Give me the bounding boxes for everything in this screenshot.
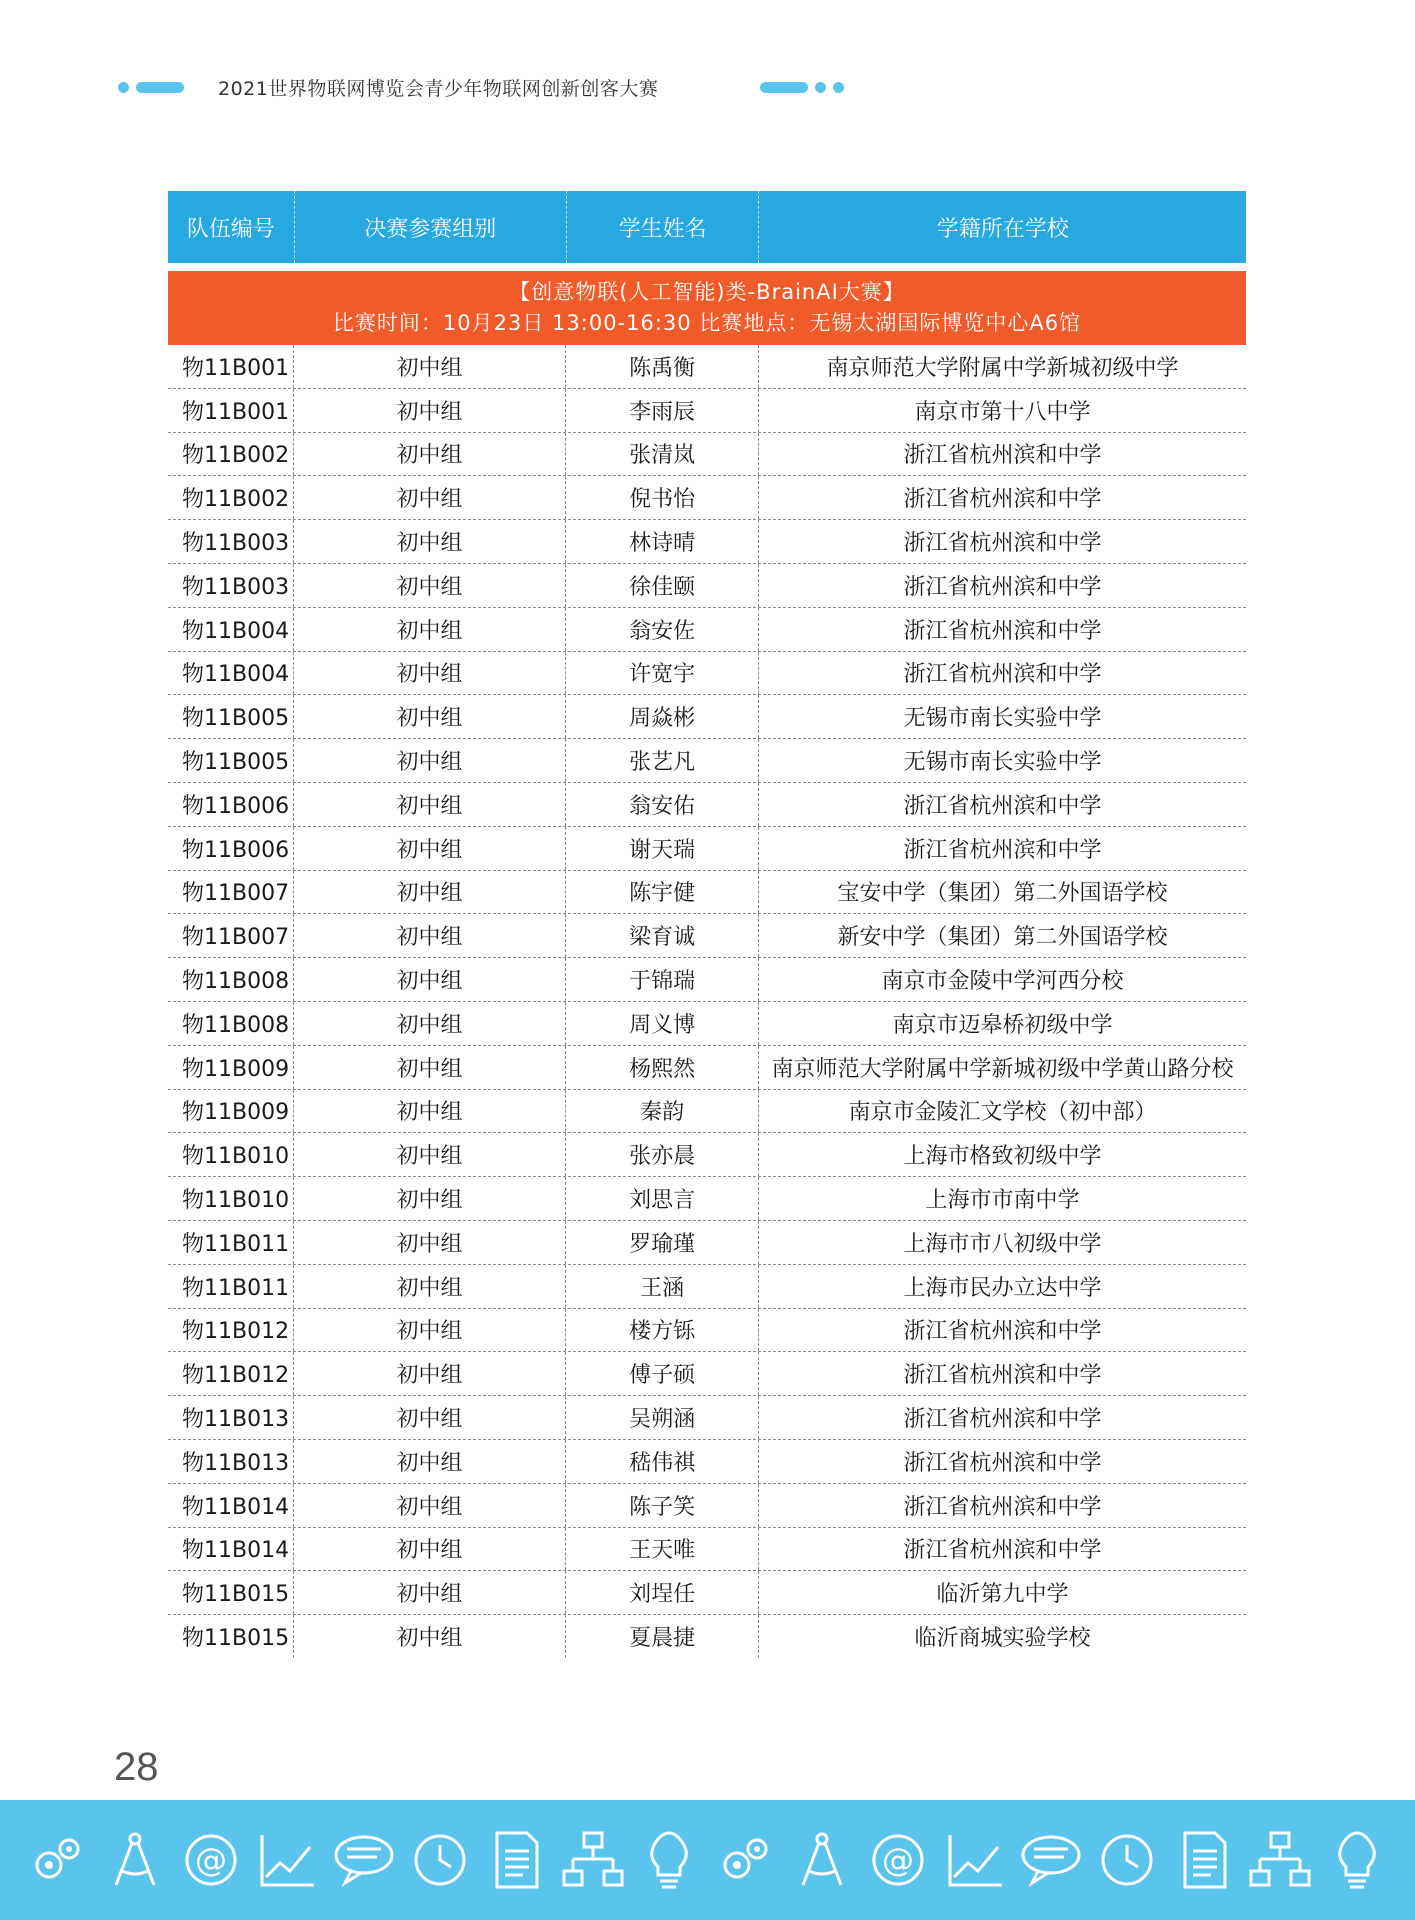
team-id-cell: 物11B005 xyxy=(168,739,294,782)
speech-bubble-icon xyxy=(1018,1827,1084,1893)
table-row xyxy=(168,476,1246,520)
student-name-cell: 刘思言 xyxy=(566,1177,759,1220)
school-cell: 上海市民办立达中学 xyxy=(903,1275,1102,1301)
team-id-cell: 物11B006 xyxy=(168,783,294,826)
table-row xyxy=(168,1002,1246,1046)
table-row xyxy=(168,1528,1246,1572)
school-cell: 新安中学（集团）第二外国语学校 xyxy=(837,925,1168,951)
student-name-cell: 夏晨捷 xyxy=(566,1615,759,1658)
student-name-cell: 于锦瑞 xyxy=(566,958,759,1001)
school-cell: 浙江省杭州滨和中学 xyxy=(903,1538,1102,1564)
student-name-cell: 翁安佐 xyxy=(566,608,759,651)
group-cell: 初中组 xyxy=(294,827,566,870)
group-cell: 初中组 xyxy=(294,871,566,914)
group-cell: 初中组 xyxy=(294,1615,566,1658)
group-cell: 初中组 xyxy=(294,1571,566,1614)
at-sign-icon xyxy=(865,1827,931,1893)
group-cell: 初中组 xyxy=(294,914,566,957)
table-row xyxy=(168,1352,1246,1396)
school-cell: 南京市金陵汇文学校（初中部） xyxy=(848,1100,1157,1126)
student-name-cell: 张亦晨 xyxy=(566,1133,759,1176)
team-id-cell: 物11B007 xyxy=(168,871,294,914)
school-cell: 浙江省杭州滨和中学 xyxy=(903,793,1102,819)
section-title: 【创意物联(人工智能)类-BrainAI大赛】 xyxy=(509,280,905,304)
school-cell: 上海市市八初级中学 xyxy=(903,1231,1102,1257)
team-id-cell: 物11B001 xyxy=(168,345,294,388)
student-name-cell: 倪书怡 xyxy=(566,476,759,519)
school-cell: 浙江省杭州滨和中学 xyxy=(903,662,1102,688)
group-cell: 初中组 xyxy=(294,1440,566,1483)
school-cell: 南京师范大学附属中学新城初级中学黄山路分校 xyxy=(771,1056,1234,1082)
line-chart-icon xyxy=(942,1827,1008,1893)
document-icon xyxy=(1171,1827,1237,1893)
team-id-cell: 物11B005 xyxy=(168,695,294,738)
group-cell: 初中组 xyxy=(294,1046,566,1089)
compass-icon xyxy=(789,1827,855,1893)
section-schedule: 比赛时间：10月23日 13:00-16:30 比赛地点：无锡太湖国际博览中心A6馆 xyxy=(332,311,1082,335)
team-id-cell: 物11B011 xyxy=(168,1265,294,1308)
table-row xyxy=(168,1484,1246,1528)
group-cell: 初中组 xyxy=(294,1352,566,1395)
school-cell: 上海市市南中学 xyxy=(925,1188,1080,1214)
school-cell: 浙江省杭州滨和中学 xyxy=(903,1319,1102,1345)
footer-icon-strip xyxy=(0,1800,1415,1920)
student-name-cell: 吴朔涵 xyxy=(566,1396,759,1439)
group-cell: 初中组 xyxy=(294,1396,566,1439)
flowchart-icon xyxy=(1247,1827,1313,1893)
team-id-cell: 物11B015 xyxy=(168,1615,294,1658)
school-cell: 浙江省杭州滨和中学 xyxy=(903,837,1102,863)
school-cell: 浙江省杭州滨和中学 xyxy=(903,618,1102,644)
group-cell: 初中组 xyxy=(294,958,566,1001)
student-name-cell: 刘埕任 xyxy=(566,1571,759,1614)
team-id-cell: 物11B002 xyxy=(168,476,294,519)
team-id-cell: 物11B012 xyxy=(168,1309,294,1352)
team-id-cell: 物11B004 xyxy=(168,608,294,651)
student-name-cell: 秦韵 xyxy=(566,1090,759,1133)
group-cell: 初中组 xyxy=(294,564,566,607)
section-banner xyxy=(168,271,1246,345)
team-id-cell: 物11B013 xyxy=(168,1396,294,1439)
team-id-cell: 物11B010 xyxy=(168,1133,294,1176)
team-id-cell: 物11B009 xyxy=(168,1046,294,1089)
team-id-cell: 物11B002 xyxy=(168,433,294,476)
table-row xyxy=(168,1396,1246,1440)
student-name-cell: 陈宇健 xyxy=(566,871,759,914)
student-name-cell: 张艺凡 xyxy=(566,739,759,782)
column-header-team-id: 队伍编号 xyxy=(168,191,295,263)
team-id-cell: 物11B011 xyxy=(168,1221,294,1264)
document-icon xyxy=(483,1827,549,1893)
header-decoration-right xyxy=(760,82,844,93)
student-name-cell: 谢天瑞 xyxy=(566,827,759,870)
team-id-cell: 物11B012 xyxy=(168,1352,294,1395)
student-name-cell: 王天唯 xyxy=(566,1528,759,1571)
team-id-cell: 物11B006 xyxy=(168,827,294,870)
group-cell: 初中组 xyxy=(294,433,566,476)
table-row xyxy=(168,1046,1246,1090)
group-cell: 初中组 xyxy=(294,783,566,826)
team-id-cell: 物11B009 xyxy=(168,1090,294,1133)
group-cell: 初中组 xyxy=(294,389,566,432)
school-cell: 临沂第九中学 xyxy=(936,1582,1069,1608)
school-cell: 浙江省杭州滨和中学 xyxy=(903,487,1102,513)
svg-text:@: @ xyxy=(194,1841,227,1879)
table-row xyxy=(168,1440,1246,1484)
column-header-student-name: 学生姓名 xyxy=(567,191,759,263)
page-header xyxy=(0,70,1415,104)
school-cell: 南京市第十八中学 xyxy=(914,399,1091,425)
team-id-cell: 物11B007 xyxy=(168,914,294,957)
student-name-cell: 楼方铄 xyxy=(566,1309,759,1352)
table-row xyxy=(168,783,1246,827)
group-cell: 初中组 xyxy=(294,1177,566,1220)
school-cell: 无锡市南长实验中学 xyxy=(903,706,1102,732)
lightbulb-icon xyxy=(1324,1827,1390,1893)
group-cell: 初中组 xyxy=(294,1090,566,1133)
school-cell: 浙江省杭州滨和中学 xyxy=(903,1450,1102,1476)
table-row xyxy=(168,1090,1246,1134)
gears-icon xyxy=(713,1827,779,1893)
table-row xyxy=(168,1177,1246,1221)
group-cell: 初中组 xyxy=(294,345,566,388)
team-id-cell: 物11B008 xyxy=(168,1002,294,1045)
team-id-cell: 物11B014 xyxy=(168,1484,294,1527)
team-id-cell: 物11B010 xyxy=(168,1177,294,1220)
table-row xyxy=(168,433,1246,477)
table-row xyxy=(168,652,1246,696)
group-cell: 初中组 xyxy=(294,652,566,695)
speech-bubble-icon xyxy=(331,1827,397,1893)
team-id-cell: 物11B003 xyxy=(168,520,294,563)
group-cell: 初中组 xyxy=(294,520,566,563)
group-cell: 初中组 xyxy=(294,1133,566,1176)
student-name-cell: 许宽宇 xyxy=(566,652,759,695)
student-name-cell: 李雨辰 xyxy=(566,389,759,432)
clock-icon xyxy=(407,1827,473,1893)
table-row xyxy=(168,520,1246,564)
table-row xyxy=(168,564,1246,608)
school-cell: 浙江省杭州滨和中学 xyxy=(903,1363,1102,1389)
page-number: 28 xyxy=(114,1745,159,1789)
svg-text:@: @ xyxy=(882,1841,915,1879)
table-body xyxy=(168,345,1246,1658)
school-cell: 宝安中学（集团）第二外国语学校 xyxy=(837,881,1168,907)
student-name-cell: 徐佳颐 xyxy=(566,564,759,607)
column-header-school: 学籍所在学校 xyxy=(936,216,1069,242)
table-row xyxy=(168,958,1246,1002)
group-cell: 初中组 xyxy=(294,476,566,519)
column-header-group: 决赛参赛组别 xyxy=(295,191,567,263)
school-cell: 浙江省杭州滨和中学 xyxy=(903,443,1102,469)
school-cell: 浙江省杭州滨和中学 xyxy=(903,1407,1102,1433)
team-id-cell: 物11B001 xyxy=(168,389,294,432)
school-cell: 南京师范大学附属中学新城初级中学 xyxy=(826,355,1179,381)
group-cell: 初中组 xyxy=(294,1528,566,1571)
student-name-cell: 张清岚 xyxy=(566,433,759,476)
table-row xyxy=(168,914,1246,958)
table-row xyxy=(168,1571,1246,1615)
table-row xyxy=(168,1265,1246,1309)
clock-icon xyxy=(1094,1827,1160,1893)
student-name-cell: 梁育诚 xyxy=(566,914,759,957)
flowchart-icon xyxy=(560,1827,626,1893)
student-name-cell: 周义博 xyxy=(566,1002,759,1045)
student-name-cell: 林诗晴 xyxy=(566,520,759,563)
at-sign-icon xyxy=(178,1827,244,1893)
gears-icon xyxy=(25,1827,91,1893)
table-header xyxy=(168,191,1246,263)
header-title: 2021世界物联网博览会青少年物联网创新创客大赛 xyxy=(218,78,659,100)
table-row xyxy=(168,1133,1246,1177)
team-id-cell: 物11B004 xyxy=(168,652,294,695)
school-cell: 浙江省杭州滨和中学 xyxy=(903,531,1102,557)
student-name-cell: 陈禹衡 xyxy=(566,345,759,388)
compass-icon xyxy=(102,1827,168,1893)
group-cell: 初中组 xyxy=(294,695,566,738)
table-row xyxy=(168,389,1246,433)
table-row xyxy=(168,1615,1246,1658)
header-decoration-left xyxy=(118,82,184,93)
student-name-cell: 周焱彬 xyxy=(566,695,759,738)
team-id-cell: 物11B014 xyxy=(168,1528,294,1571)
table-row xyxy=(168,1221,1246,1265)
line-chart-icon xyxy=(254,1827,320,1893)
school-cell: 临沂商城实验学校 xyxy=(914,1626,1091,1651)
school-cell: 浙江省杭州滨和中学 xyxy=(903,574,1102,600)
school-cell: 南京市迈皋桥初级中学 xyxy=(892,1012,1113,1038)
student-name-cell: 翁安佑 xyxy=(566,783,759,826)
group-cell: 初中组 xyxy=(294,1484,566,1527)
table-row xyxy=(168,739,1246,783)
group-cell: 初中组 xyxy=(294,1265,566,1308)
participants-table xyxy=(168,191,1246,1658)
table-row xyxy=(168,345,1246,389)
table-row xyxy=(168,827,1246,871)
team-id-cell: 物11B013 xyxy=(168,1440,294,1483)
table-row xyxy=(168,608,1246,652)
school-cell: 上海市格致初级中学 xyxy=(903,1144,1102,1170)
team-id-cell: 物11B003 xyxy=(168,564,294,607)
team-id-cell: 物11B015 xyxy=(168,1571,294,1614)
table-row xyxy=(168,871,1246,915)
student-name-cell: 罗瑜瑾 xyxy=(566,1221,759,1264)
student-name-cell: 傅子硕 xyxy=(566,1352,759,1395)
group-cell: 初中组 xyxy=(294,1221,566,1264)
student-name-cell: 王涵 xyxy=(566,1265,759,1308)
school-cell: 南京市金陵中学河西分校 xyxy=(881,969,1124,995)
school-cell: 浙江省杭州滨和中学 xyxy=(903,1494,1102,1520)
school-cell: 无锡市南长实验中学 xyxy=(903,750,1102,776)
table-row xyxy=(168,695,1246,739)
group-cell: 初中组 xyxy=(294,608,566,651)
student-name-cell: 嵇伟祺 xyxy=(566,1440,759,1483)
group-cell: 初中组 xyxy=(294,1309,566,1352)
group-cell: 初中组 xyxy=(294,739,566,782)
lightbulb-icon xyxy=(636,1827,702,1893)
table-row xyxy=(168,1309,1246,1353)
team-id-cell: 物11B008 xyxy=(168,958,294,1001)
group-cell: 初中组 xyxy=(294,1002,566,1045)
student-name-cell: 杨熙然 xyxy=(566,1046,759,1089)
student-name-cell: 陈子笑 xyxy=(566,1484,759,1527)
